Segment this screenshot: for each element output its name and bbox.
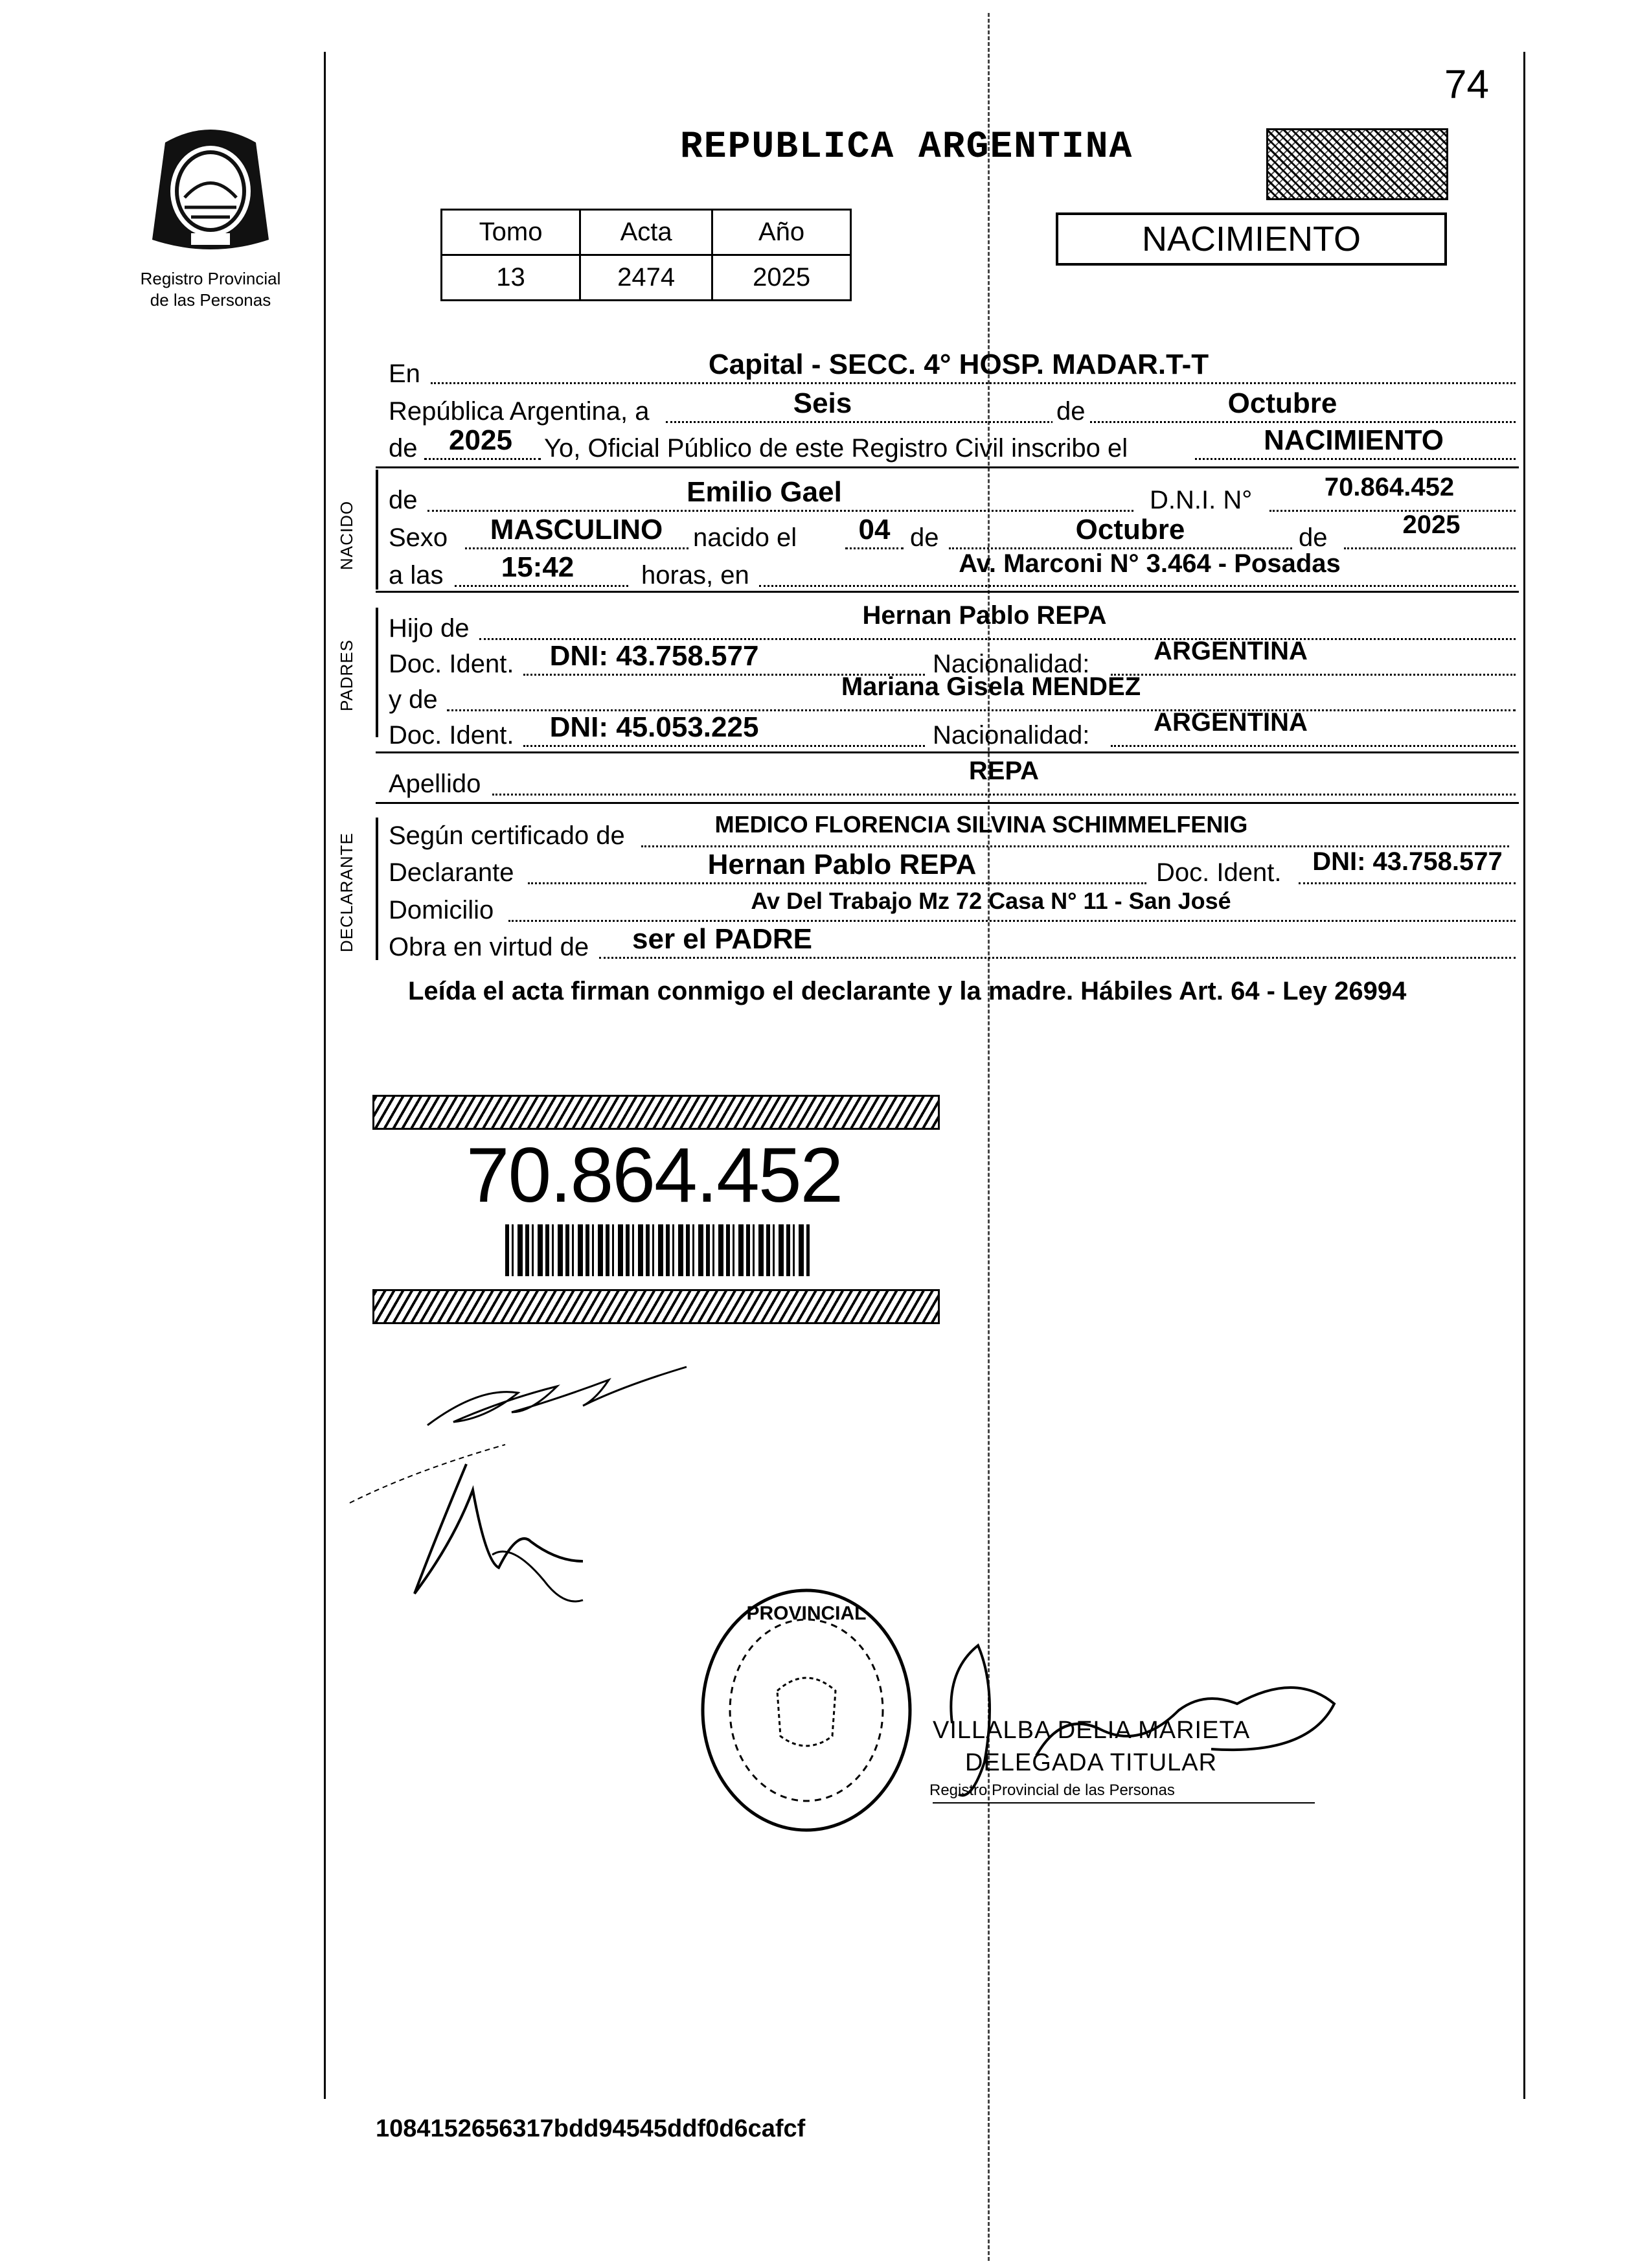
dotted-line	[427, 510, 1133, 512]
section-label-padres: PADRES	[337, 639, 356, 711]
record-table	[440, 209, 852, 301]
child-name: Emilio Gael	[687, 476, 842, 508]
year-value: 2025	[449, 424, 512, 456]
act-type-value: NACIMIENTO	[1264, 424, 1444, 456]
svg-text:PROVINCIAL: PROVINCIAL	[746, 1603, 867, 1624]
father-nationality: ARGENTINA	[1154, 637, 1308, 665]
official-title: DELEGADA TITULAR	[965, 1749, 1218, 1776]
section-divider	[376, 751, 1519, 753]
oficial-text: Yo, Oficial Público de este Registro Civil inscribo el	[544, 434, 1128, 463]
section-divider	[376, 591, 1519, 593]
domicilio-value: Av Del Trabajo Mz 72 Casa N° 11 - San José	[751, 888, 1231, 914]
section-bracket	[376, 608, 378, 737]
obra-label: Obra en virtud de	[389, 933, 589, 961]
section-label-nacido: NACIDO	[337, 500, 356, 570]
place-value: Capital - SECC. 4° HOSP. MADAR.T-T	[708, 349, 1209, 380]
dotted-line	[528, 882, 1146, 884]
apellido-label: Apellido	[389, 770, 481, 798]
official-registry: Registro Provincial de las Personas	[929, 1781, 1175, 1799]
table-cell: 13	[442, 255, 580, 301]
dotted-line	[424, 458, 541, 460]
dotted-line	[455, 585, 628, 587]
sticker-number: 70.864.452	[466, 1132, 843, 1219]
apellido-value: REPA	[968, 757, 1040, 785]
nacionalidad-label: Nacionalidad:	[933, 721, 1090, 750]
doc-ident-label: Doc. Ident.	[389, 721, 514, 750]
table-header: Tomo	[442, 210, 580, 255]
nacido-el-label: nacido el	[693, 523, 797, 552]
dotted-line	[845, 547, 904, 549]
security-hologram	[1266, 128, 1448, 200]
page-number: 74	[1444, 62, 1489, 107]
section-divider	[376, 466, 1519, 468]
barcode	[505, 1224, 810, 1276]
table-cell: 2025	[712, 255, 851, 301]
official-name: VILLALBA DELIA MARIETA	[933, 1717, 1251, 1744]
mother-nationality: ARGENTINA	[1154, 708, 1308, 737]
table-cell: 2474	[580, 255, 712, 301]
registry-name-line1: Registro Provincial	[140, 269, 281, 288]
horas-en-label: horas, en	[641, 561, 749, 590]
hijo-de-label: Hijo de	[389, 614, 470, 643]
dotted-line	[1299, 882, 1516, 884]
sticker-top-band	[372, 1095, 940, 1130]
obra-value: ser el PADRE	[632, 923, 812, 955]
section-label-declarante: DECLARANTE	[337, 832, 356, 952]
declarante-name: Hernan Pablo REPA	[707, 849, 977, 880]
day-value: Seis	[793, 387, 852, 419]
certificado-label: Según certificado de	[389, 821, 625, 850]
en-label: En	[389, 360, 420, 388]
dotted-line	[465, 547, 688, 549]
dotted-line	[523, 745, 925, 747]
closing-text: Leída el acta firman conmigo el declarante y la madre. Hábiles Art. 64 - Ley 26994	[408, 977, 1407, 1005]
de2-label: de	[389, 434, 418, 463]
mother-doc: DNI: 45.053.225	[549, 711, 759, 743]
dotted-line	[759, 585, 1516, 587]
birth-month: Octubre	[1075, 514, 1185, 545]
y-de-label: y de	[389, 685, 438, 714]
dotted-line	[1195, 458, 1516, 460]
sexo-value: MASCULINO	[490, 514, 663, 545]
dotted-line	[1111, 745, 1516, 747]
province-seal-logo	[139, 117, 282, 266]
birth-time: 15:42	[501, 551, 575, 583]
dotted-line	[492, 794, 1516, 796]
month-value: Octubre	[1227, 387, 1337, 419]
father-name: Hernan Pablo REPA	[862, 601, 1107, 630]
domicilio-label: Domicilio	[389, 896, 494, 924]
de-label: de	[389, 486, 418, 514]
a-las-label: a las	[389, 561, 444, 590]
section-divider	[376, 802, 1519, 804]
birth-day: 04	[858, 514, 891, 545]
dotted-line	[599, 957, 1516, 959]
birth-year: 2025	[1402, 510, 1461, 539]
birth-place: Av. Marconi N° 3.464 - Posadas	[959, 549, 1341, 578]
section-bracket	[376, 470, 378, 590]
declarante-doc: DNI: 43.758.577	[1312, 847, 1503, 876]
dni-label: D.N.I. N°	[1150, 486, 1253, 514]
doc-ident-label: Doc. Ident.	[1156, 858, 1282, 887]
right-margin-line	[1523, 52, 1525, 2099]
declarante-label: Declarante	[389, 858, 514, 887]
doc-ident-label: Doc. Ident.	[389, 650, 514, 678]
mother-name: Mariana Gisela MENDEZ	[841, 672, 1141, 701]
nacionalidad-label: Nacionalidad:	[933, 650, 1090, 678]
act-type-box: NACIMIENTO	[1056, 212, 1447, 266]
child-dni: 70.864.452	[1324, 473, 1455, 501]
declarant-signature	[337, 1347, 738, 1632]
left-margin-line	[324, 52, 326, 2099]
section-bracket	[376, 818, 378, 960]
father-doc: DNI: 43.758.577	[549, 640, 759, 672]
de-label: de	[910, 523, 939, 552]
de-label: de	[1299, 523, 1328, 552]
signature-line	[933, 1802, 1315, 1804]
sexo-label: Sexo	[389, 523, 448, 552]
dotted-line	[431, 382, 1516, 384]
document-hash: 1084152656317bdd94545ddf0d6cafcf	[376, 2115, 806, 2142]
table-header: Acta	[580, 210, 712, 255]
de-label: de	[1052, 397, 1089, 426]
registry-name-line2: de las Personas	[150, 290, 271, 310]
republica-label: República Argentina, a	[389, 397, 650, 426]
table-header: Año	[712, 210, 851, 255]
dotted-line	[666, 421, 1516, 423]
sticker-bottom-band	[372, 1289, 940, 1324]
dotted-line	[508, 920, 1516, 922]
page-title: REPUBLICA ARGENTINA	[680, 126, 1133, 168]
official-stamp	[693, 1581, 920, 1840]
certificado-value: MEDICO FLORENCIA SILVINA SCHIMMELFENIG	[714, 811, 1248, 838]
